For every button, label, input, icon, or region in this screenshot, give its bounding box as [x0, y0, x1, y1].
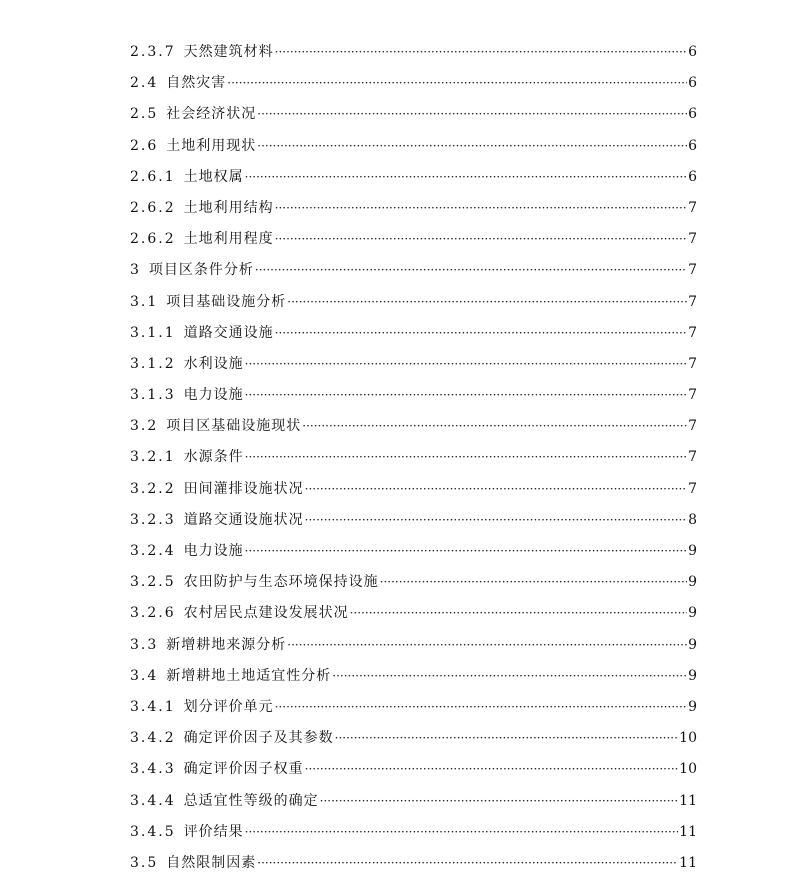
toc-dot-leader	[245, 349, 687, 380]
toc-section-title: 确定评价因子及其参数	[183, 730, 334, 747]
toc-entry[interactable]	[130, 380, 697, 411]
toc-dot-leader	[275, 692, 687, 723]
toc-section-title: 电力设施	[183, 543, 244, 559]
toc-section-title: 田间灌排设施状况	[183, 480, 304, 497]
toc-page-number: 6	[688, 75, 697, 92]
toc-page-number: 7	[688, 262, 697, 279]
toc-section-title: 土地权属	[183, 168, 244, 185]
toc-section-title: 农田防护与生态环境保持设施	[183, 574, 379, 591]
toc-section-number: 3.4.4	[130, 792, 176, 809]
toc-entry[interactable]	[130, 162, 697, 193]
toc-dot-leader	[287, 287, 687, 318]
toc-dot-leader	[257, 99, 687, 130]
toc-dot-leader	[380, 567, 687, 598]
toc-dot-leader	[257, 848, 678, 879]
toc-dot-leader	[257, 131, 687, 162]
toc-section-title: 评价结果	[183, 823, 244, 840]
toc-section-title: 土地利用程度	[183, 231, 274, 248]
toc-dot-leader	[287, 630, 687, 661]
toc-entry[interactable]	[130, 474, 697, 505]
toc-section-number: 3.4	[130, 667, 159, 684]
toc-section-number: 2.4	[130, 75, 159, 92]
toc-entry[interactable]	[130, 505, 697, 536]
toc-dot-leader	[302, 411, 687, 442]
toc-section-number: 2.5	[130, 106, 159, 123]
toc-section-title: 道路交通设施	[183, 324, 274, 341]
toc-section-number: 3.2	[130, 418, 159, 435]
toc-dot-leader	[275, 37, 687, 68]
toc-page-number: 7	[688, 293, 697, 310]
toc-entry[interactable]	[130, 99, 697, 130]
toc-section-number: 3.2.1	[130, 449, 176, 466]
toc-entry[interactable]	[130, 598, 697, 629]
toc-section-number: 2.6	[130, 137, 159, 154]
toc-section-title: 自然限制因素	[166, 854, 257, 871]
toc-entry[interactable]	[130, 68, 697, 99]
toc-section-title: 总适宜性等级的确定	[183, 792, 319, 809]
toc-dot-leader	[275, 224, 687, 255]
toc-page-number: 6	[688, 44, 697, 60]
toc-entry[interactable]	[130, 193, 697, 224]
toc-page-number: 10	[679, 761, 697, 778]
toc-page-number: 7	[688, 480, 697, 497]
toc-page-number: 7	[688, 355, 697, 372]
toc-section-title: 社会经济状况	[166, 106, 257, 123]
toc-section-number: 2.6.2	[130, 199, 176, 216]
toc-page-number: 6	[688, 137, 697, 154]
toc-entry[interactable]	[130, 442, 697, 473]
toc-entry[interactable]	[130, 723, 697, 754]
toc-page-number: 7	[688, 199, 697, 216]
toc-dot-leader	[275, 318, 687, 349]
toc-section-number: 3.2.6	[130, 605, 176, 622]
toc-section-number: 2.6.2	[130, 231, 176, 248]
toc-dot-leader	[245, 442, 687, 473]
toc-section-title: 划分评价单元	[183, 698, 274, 715]
table-of-contents	[130, 37, 697, 879]
toc-section-title: 土地利用现状	[166, 137, 257, 154]
toc-page-number: 6	[688, 106, 697, 123]
toc-section-title: 新增耕地来源分析	[166, 636, 287, 653]
toc-dot-leader	[335, 723, 679, 754]
toc-entry[interactable]	[130, 224, 697, 255]
toc-section-title: 电力设施	[183, 387, 244, 404]
toc-page-number: 9	[688, 698, 697, 715]
toc-section-number: 3.1.2	[130, 355, 176, 372]
toc-section-title: 天然建筑材料	[183, 44, 274, 60]
toc-section-number: 3.1	[130, 293, 159, 310]
toc-page-number: 11	[679, 854, 697, 871]
toc-dot-leader	[320, 786, 679, 817]
toc-section-number: 3.2.5	[130, 574, 176, 591]
toc-page-number: 11	[679, 823, 697, 840]
toc-section-title: 农村居民点建设发展状况	[183, 605, 349, 622]
toc-entry[interactable]	[130, 567, 697, 598]
toc-page-number: 9	[688, 543, 697, 559]
toc-section-title: 项目区条件分析	[148, 262, 254, 279]
toc-section-title: 水利设施	[183, 355, 244, 372]
toc-entry[interactable]	[130, 536, 697, 567]
toc-section-number: 3.4.2	[130, 730, 176, 747]
toc-entry[interactable]	[130, 817, 697, 848]
toc-section-number: 3.5	[130, 854, 159, 871]
toc-dot-leader	[245, 536, 687, 567]
toc-section-title: 项目基础设施分析	[166, 293, 287, 310]
toc-section-number: 3.3	[130, 636, 159, 653]
toc-section-title: 水源条件	[183, 449, 244, 466]
toc-page-number: 7	[688, 387, 697, 404]
toc-dot-leader	[245, 817, 679, 848]
toc-page-number: 7	[688, 449, 697, 466]
toc-section-number: 3.4.5	[130, 823, 176, 840]
toc-page-number: 9	[688, 667, 697, 684]
toc-section-title: 确定评价因子权重	[183, 761, 304, 778]
toc-page-number: 7	[688, 418, 697, 435]
toc-entry[interactable]	[130, 287, 697, 318]
toc-dot-leader	[255, 255, 687, 286]
toc-page-number: 9	[688, 605, 697, 622]
toc-section-number: 2.6.1	[130, 168, 176, 185]
toc-entry[interactable]	[130, 661, 697, 692]
toc-page-number: 8	[688, 511, 697, 528]
toc-entry[interactable]	[130, 37, 697, 68]
toc-dot-leader	[275, 193, 687, 224]
toc-section-title: 自然灾害	[166, 75, 227, 92]
toc-section-number: 3.4.3	[130, 761, 176, 778]
toc-section-title: 项目区基础设施现状	[166, 418, 302, 435]
toc-section-title: 道路交通设施状况	[183, 511, 304, 528]
toc-entry[interactable]	[130, 255, 697, 286]
toc-dot-leader	[245, 162, 687, 193]
toc-entry[interactable]	[130, 349, 697, 380]
toc-dot-leader	[245, 380, 687, 411]
toc-section-number: 3.2.2	[130, 480, 176, 497]
toc-entry[interactable]	[130, 848, 697, 879]
toc-section-title: 土地利用结构	[183, 199, 274, 216]
toc-page-number: 9	[688, 636, 697, 653]
toc-entry[interactable]	[130, 630, 697, 661]
toc-entry[interactable]	[130, 318, 697, 349]
toc-section-number: 3.2.4	[130, 543, 176, 559]
toc-page-number: 11	[679, 792, 697, 809]
toc-section-title: 新增耕地土地适宜性分析	[166, 667, 332, 684]
toc-page-number: 6	[688, 168, 697, 185]
toc-dot-leader	[332, 661, 687, 692]
toc-page-number: 7	[688, 324, 697, 341]
toc-entry[interactable]	[130, 786, 697, 817]
toc-entry[interactable]	[130, 692, 697, 723]
toc-page-number: 9	[688, 574, 697, 591]
toc-entry[interactable]	[130, 411, 697, 442]
toc-dot-leader	[227, 68, 687, 99]
toc-section-number: 2.3.7	[130, 44, 176, 60]
toc-section-number: 3.1.3	[130, 387, 176, 404]
toc-section-number: 3.1.1	[130, 324, 176, 341]
toc-dot-leader	[350, 598, 687, 629]
toc-dot-leader	[305, 505, 687, 536]
toc-section-number: 3.4.1	[130, 698, 176, 715]
toc-section-number: 3.2.3	[130, 511, 176, 528]
toc-entry[interactable]	[130, 754, 697, 785]
toc-page-number: 7	[688, 231, 697, 248]
toc-page-number: 10	[679, 730, 697, 747]
toc-dot-leader	[305, 474, 687, 505]
toc-entry[interactable]	[130, 131, 697, 162]
toc-dot-leader	[305, 754, 679, 785]
toc-section-number: 3	[130, 262, 141, 279]
